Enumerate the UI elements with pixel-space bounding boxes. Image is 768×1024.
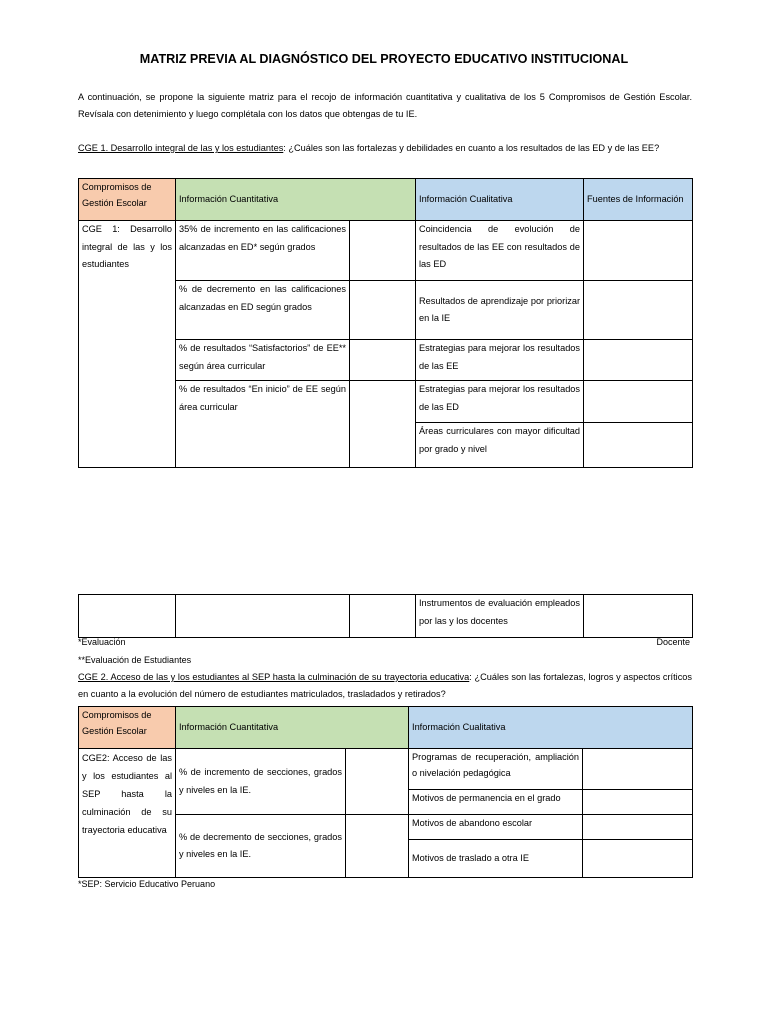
quant-value-cell[interactable] [350,381,416,468]
qual-cell: Áreas curriculares con mayor dificultad por grado y nivel [416,423,584,468]
header-cuantitativa: Información Cuantitativa [176,179,416,221]
footnote-docente: Docente [656,637,690,647]
cge1-heading-title: CGE 1. Desarrollo integral de las y los estudiantes [78,143,284,153]
qual-cell: Estrategias para mejorar los resultados de las EE [416,340,584,381]
cge2-section-heading [78,669,692,703]
quant-value-cell[interactable] [350,281,416,340]
qual-cell: Coincidencia de evolución de resultados de las EE con resultados de las ED [416,221,584,281]
cge1-heading-question: : ¿Cuáles son las fortalezas y debilidades en cuanto a los resultados de las ED y de las EE? [283,143,660,153]
quant-cell: % de decremento en las calificaciones alcanzadas en ED según grados [176,281,350,340]
fuentes-cell[interactable] [584,340,693,381]
quant-value-cell[interactable] [350,340,416,381]
qual-cell: Instrumentos de evaluación empleados por las y los docentes [416,595,584,638]
fuentes-cell[interactable] [584,281,693,340]
header-fuentes: Fuentes de Información [584,179,693,221]
header-compromisos: Compromisos de Gestión Escolar [79,179,176,221]
qual-cell: Estrategias para mejorar los resultados de las ED [416,381,584,423]
footnote-sep: *SEP: Servicio Educativo Peruano [78,879,216,889]
header-cualitativa: Información Cualitativa [416,179,584,221]
document-title: MATRIZ PREVIA AL DIAGNÓSTICO DEL PROYECTO EDUCATIVO INSTITUCIONAL [139,52,629,66]
qual-cell: Motivos de abandono escolar [409,815,583,840]
footnote-evaluacion: *Evaluación [78,637,126,647]
qual-value-cell[interactable] [583,790,693,815]
cge1-compromiso-cell: CGE 1: Desarrollo integral de las y los estudiantes [79,221,176,468]
cge1-section-heading [78,140,692,157]
qual-cell: Motivos de traslado a otra IE [409,840,583,878]
footnote-estudiantes: **Evaluación de Estudiantes [78,655,192,665]
qual-cell: Resultados de aprendizaje por priorizar en la IE [416,281,584,340]
quant-cell: 35% de incremento en las calificaciones alcanzadas en ED* según grados [176,221,350,281]
cge2-matrix-table [78,706,693,878]
cge2-heading-question: : ¿Cuáles son las fortalezas, logros y aspectos críticos en cuanto a la evolución del número de estudiantes matriculados, trasladados y retirados? [78,672,692,699]
fuentes-cell[interactable] [584,595,693,638]
header-cualitativa: Información Cualitativa [409,707,693,749]
qual-value-cell[interactable] [583,815,693,840]
fuentes-cell[interactable] [584,221,693,281]
header-cuantitativa: Información Cuantitativa [176,707,409,749]
fuentes-cell[interactable] [584,423,693,468]
quant-value-cell[interactable] [350,595,416,638]
intro-paragraph: A continuación, se propone la siguiente matriz para el recojo de información cuantitativa y cualitativa de los 5 Compromisos de Gestión Escolar. Revísala con detenimiento y luego complétala con los datos que obtengas de tu IE. [78,92,692,119]
qual-cell: Motivos de permanencia en el grado [409,790,583,815]
quant-cell: % de resultados “Satisfactorios” de EE** según área curricular [176,340,350,381]
quant-cell: % de decremento de secciones, grados y niveles en la IE. [176,815,346,878]
compromiso-empty-cell[interactable] [79,595,176,638]
cge1-matrix-table [78,178,693,468]
qual-cell: Programas de recuperación, ampliación o nivelación pedagógica [409,749,583,790]
qual-value-cell[interactable] [583,840,693,878]
quant-value-cell[interactable] [346,815,409,878]
quant-cell: % de incremento de secciones, grados y niveles en la IE. [176,749,346,815]
quant-empty-cell[interactable] [176,595,350,638]
quant-value-cell[interactable] [346,749,409,815]
quant-cell: % de resultados “En inicio” de EE según área curricular [176,381,350,468]
header-compromisos: Compromisos de Gestión Escolar [79,707,176,749]
quant-value-cell[interactable] [350,221,416,281]
qual-value-cell[interactable] [583,749,693,790]
fuentes-cell[interactable] [584,381,693,423]
cge1-continuation-table [78,594,693,638]
cge2-compromiso-cell: CGE2: Acceso de las y los estudiantes al SEP hasta la culminación de su trayectoria educativa [79,749,176,878]
cge2-heading-title: CGE 2. Acceso de las y los estudiantes al SEP hasta la culminación de su trayectoria educativa [78,672,470,682]
